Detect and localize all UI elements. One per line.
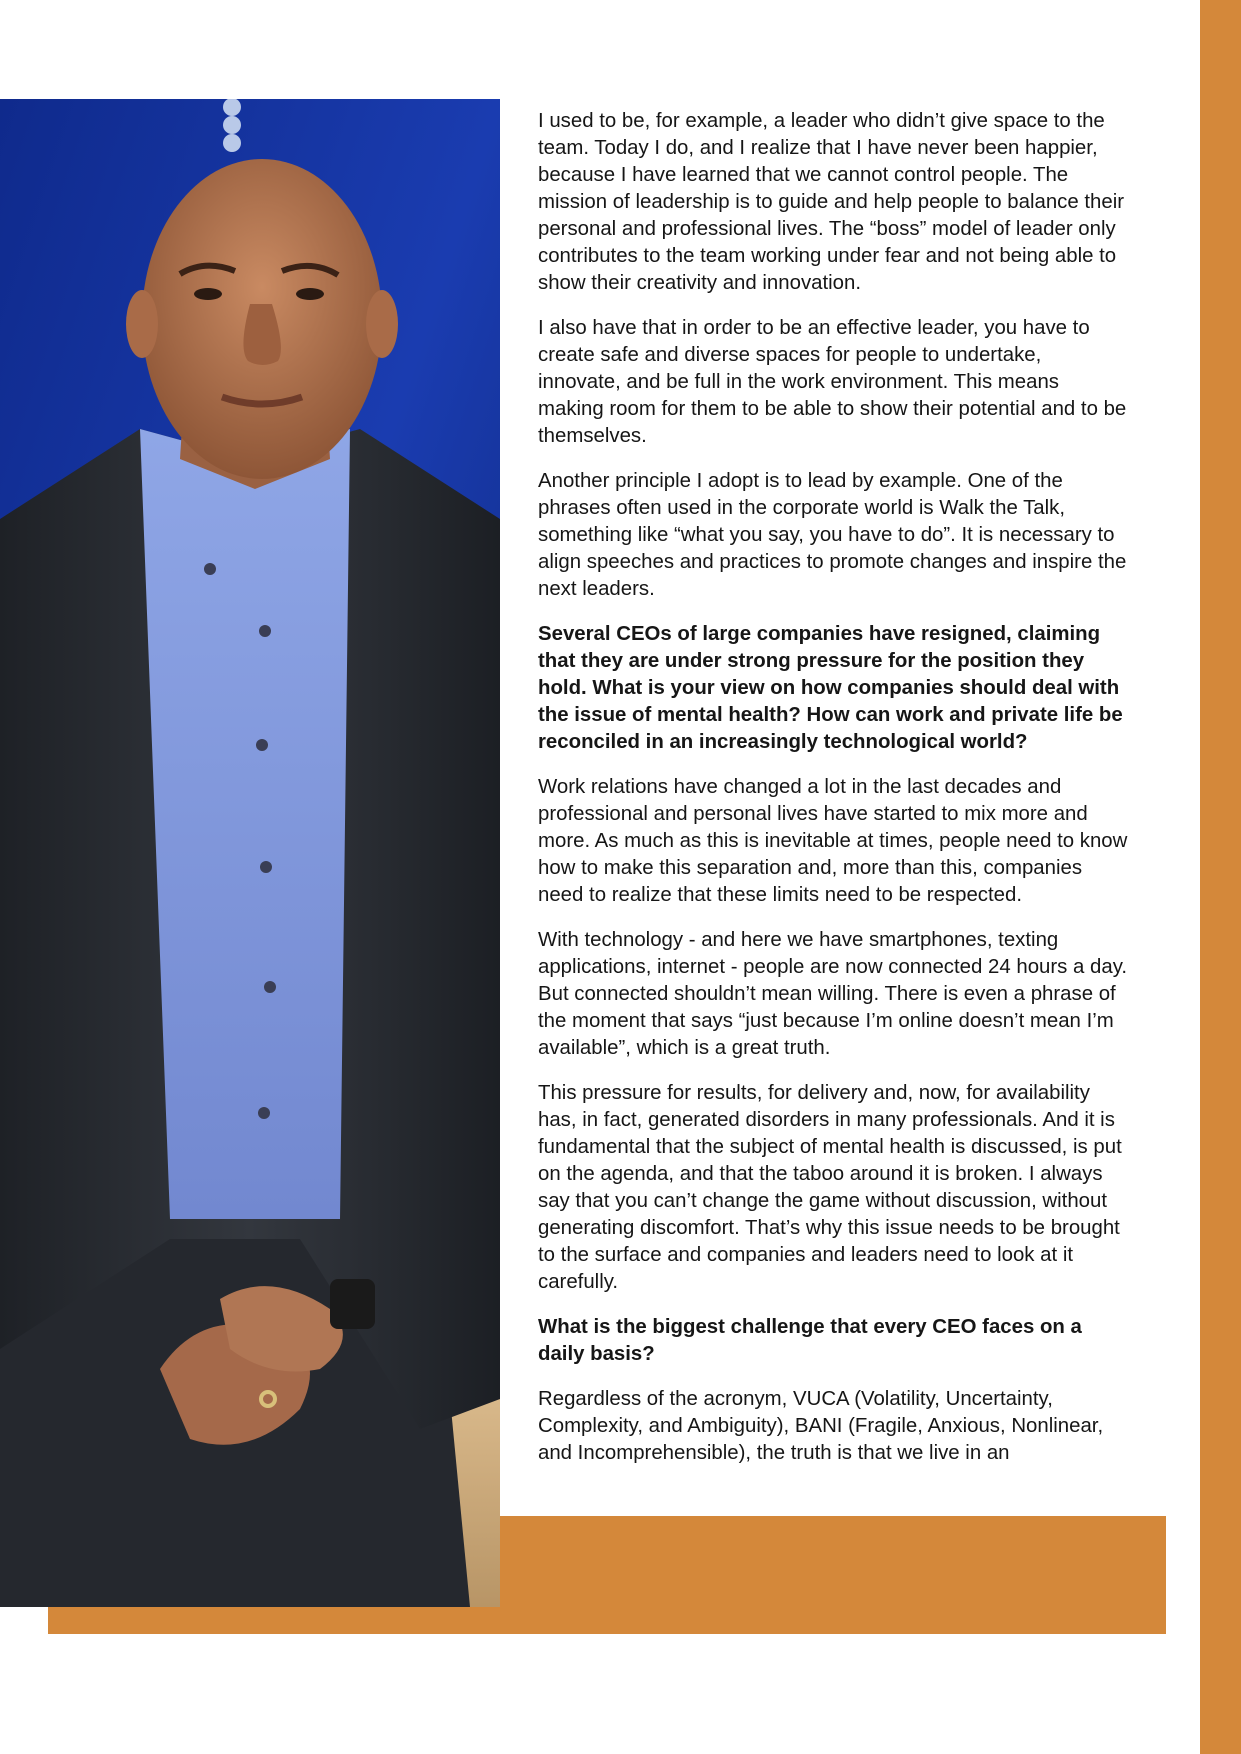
accent-bar-right — [1200, 0, 1241, 1754]
article-paragraph: With technology - and here we have smartphones, texting applications, internet - people are now connected 24 hours a day. But connected shouldn’t mean willing. There is even a phrase of the moment that says “just because I’m online doesn’t mean I’m available”, which is a great truth. — [538, 929, 1128, 1059]
portrait-photo-icon — [0, 99, 500, 1607]
interview-question: Several CEOs of large companies have resigned, claiming that they are under strong pressure for the position they hold. What is your view on how companies should deal with the issue of mental health? How can work and private life be reconciled in an increasingly technological world? — [538, 623, 1123, 753]
article-paragraph: I also have that in order to be an effective leader, you have to create safe and diverse spaces for people to undertake, innovate, and be full in the work environment. This means making room for them to be able to show their potential and to be themselves. — [538, 317, 1127, 447]
article-paragraph: Work relations have changed a lot in the last decades and professional and personal lives have started to mix more and more. As much as this is inevitable at times, people need to know how to make this separation and, more than this, companies need to realize that these limits need to be respected. — [538, 776, 1128, 906]
article-paragraph: Regardless of the acronym, VUCA (Volatility, Uncertainty, Complexity, and Ambiguity), BANI (Fragile, Anxious, Nonlinear, and Incomprehensible), the truth is that we live in an — [538, 1388, 1104, 1464]
interview-question: What is the biggest challenge that every CEO faces on a daily basis? — [538, 1316, 1082, 1365]
article-paragraph: Another principle I adopt is to lead by example. One of the phrases often used in the corporate world is Walk the Talk, something like “what you say, you have to do”. It is necessary to align speeches and practices to promote changes and inspire the next leaders. — [538, 470, 1127, 600]
article-paragraph: I used to be, for example, a leader who didn’t give space to the team. Today I do, and I realize that I have never been happier, because I have learned that we cannot control people. The mission of leadership is to guide and help people to balance their personal and professional lives. The “boss” model of leader only contributes to the team working under fear and not being able to show their creativity and innovation. — [538, 110, 1125, 294]
article-paragraph: This pressure for results, for delivery and, now, for availability has, in fact, generated disorders in many professionals. And it is fundamental that the subject of mental health is discussed, is put on the agenda, and that the taboo around it is broken. I always say that you can’t change the game without discussion, without generating discomfort. That’s why this issue needs to be brought to the surface and companies and leaders need to look at it carefully. — [538, 1082, 1122, 1293]
article-body — [538, 108, 1128, 1485]
portrait-photo — [0, 99, 500, 1607]
